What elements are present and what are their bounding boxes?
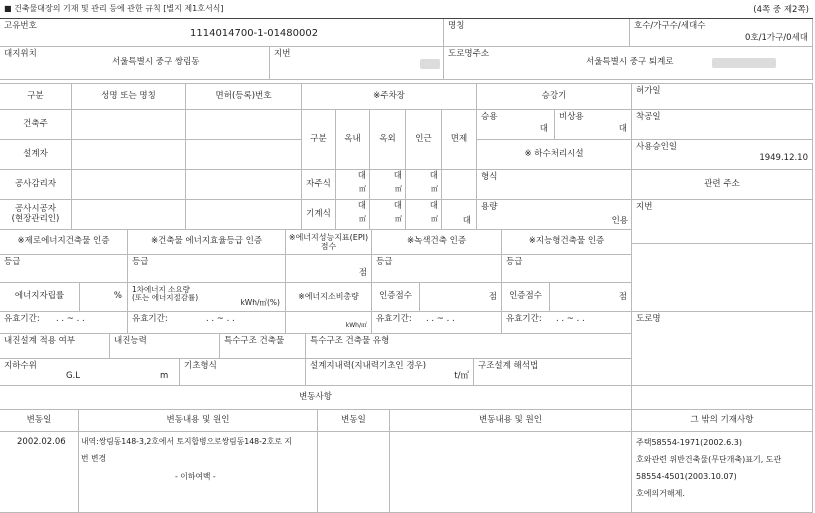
permit-start-label: 착공일 — [636, 112, 661, 122]
cert-period-dots: . . ~ . . — [426, 314, 455, 324]
parking-col-indoor: 옥내 — [344, 133, 361, 144]
owner-license — [186, 110, 302, 140]
building-register-sheet — [0, 18, 813, 512]
form-header — [0, 0, 815, 18]
parking-unit-sqm: ㎡ — [431, 215, 438, 223]
change-entry-content-2 — [390, 432, 632, 513]
elevator-passenger — [477, 110, 555, 140]
parking-unit-sqm: ㎡ — [431, 185, 438, 193]
parking-col-outdoor: 옥외 — [379, 133, 396, 144]
parking-row-self: 자주식 — [306, 178, 331, 189]
page-indicator: (4쪽 중 제2쪽) — [753, 5, 809, 15]
changes-col-other — [632, 410, 813, 432]
changes-title — [0, 386, 632, 410]
cert-grade: 등급 — [132, 257, 149, 267]
lot-label: 지번 — [274, 49, 291, 59]
zero-validity — [0, 312, 128, 334]
changes-entry-date: 2002.02.06 — [17, 437, 66, 447]
changes-col-date-2 — [318, 410, 390, 432]
elevator-title — [477, 84, 632, 110]
parking-unit-dae: 대 — [357, 171, 366, 181]
form-title: ■ 건축물대장의 기재 및 관리 등에 관한 규칙 [별지 제1호서식] — [4, 4, 224, 13]
people-rows-3: 공사시공자 (현장관리인) — [11, 203, 60, 224]
eff-validity — [128, 312, 286, 334]
parking-unit-dae: 대 — [393, 171, 402, 181]
cert-green: ※녹색건축 인증 — [406, 236, 467, 247]
changes-col-content: 변동내용 및 원인 — [166, 414, 230, 425]
people-col-license: 면허(등록)번호 — [215, 90, 272, 101]
structure-seismic-applied: 내진설계 적용 여부 — [4, 336, 76, 346]
contractor-license — [186, 200, 302, 230]
structural-analysis — [474, 359, 632, 386]
elevator-title: 승강기 — [541, 90, 567, 101]
groundwater-level — [0, 359, 180, 386]
green-score-label — [372, 283, 420, 312]
self-outdoor — [370, 170, 406, 200]
cert-period-dots: . . ~ . . — [556, 314, 585, 324]
road-address-redacted — [712, 58, 776, 68]
sewage-capacity — [477, 200, 632, 230]
parking-title: ※주차장 — [373, 90, 405, 101]
parking-row-mech — [302, 200, 336, 230]
energy-efficiency-title — [128, 230, 286, 255]
supervisor-name — [72, 170, 186, 200]
parking-unit-sqm: ㎡ — [359, 215, 366, 223]
site-cell — [0, 47, 270, 80]
change-entry-date-2 — [318, 432, 390, 513]
structure-design-bearing: 설계지내력(지내력기초인 경우) — [310, 361, 427, 371]
changes-other-line3: 58554-4501(2003.10.07) — [636, 472, 737, 481]
structure-tm2: t/㎡ — [454, 371, 469, 381]
green-score-value — [420, 283, 502, 312]
sewage-type — [477, 170, 632, 200]
cert-epi: ※에너지성능지표(EPI) 점수 — [288, 232, 369, 251]
cert-point: 점 — [488, 292, 497, 302]
elevator-emergency: 비상용 — [559, 112, 584, 122]
parking-unit-dae: 대 — [429, 201, 438, 211]
cert-road-name: 도로명 — [636, 314, 661, 324]
cert-energy-eff: ※건축물 에너지효율등급 인증 — [150, 236, 263, 247]
unique-number-label: 고유번호 — [4, 21, 37, 31]
epi-consumption-value — [286, 312, 372, 334]
primary-energy — [128, 283, 286, 312]
zero-energy-title — [0, 230, 128, 255]
elevator-unit: 대 — [539, 124, 548, 134]
row-designer — [0, 140, 72, 170]
cert-zero-energy: ※제로에너지건축물 인증 — [17, 236, 110, 247]
people-col-name: 성명 또는 명칭 — [101, 90, 156, 101]
eff-grade — [128, 255, 286, 283]
elevator-type: 형식 — [481, 172, 498, 182]
designer-license — [186, 140, 302, 170]
sewage-title — [477, 140, 632, 170]
designer-name — [72, 140, 186, 170]
mech-indoor — [336, 200, 370, 230]
structure-meter: m — [160, 371, 169, 381]
parking-unit-dae: 대 — [357, 201, 366, 211]
green-validity — [372, 312, 502, 334]
name-label: 명칭 — [448, 21, 465, 31]
people-col-license — [186, 84, 302, 110]
structure-seismic-capacity: 내진능력 — [114, 336, 147, 346]
cert-kwh-small: kWh/㎡ — [345, 322, 367, 329]
row-supervisor — [0, 170, 72, 200]
parking-unit-dae: 대 — [462, 216, 471, 226]
cert-percent: % — [113, 291, 122, 301]
self-ratio-label — [0, 283, 80, 312]
epi-title — [286, 230, 372, 255]
parking-col-exempt: 면제 — [450, 133, 468, 144]
changes-col-date: 변동일 — [341, 414, 366, 425]
structure-foundation: 기초형식 — [184, 361, 217, 371]
cert-smart: ※지능형건축물 인증 — [528, 236, 605, 247]
unique-number-value: 1114014700-1-01480002 — [190, 28, 319, 39]
cert-valid-period: 유효기간: — [132, 314, 168, 324]
parking-row-self — [302, 170, 336, 200]
row-owner — [0, 110, 72, 140]
cert-period-dots: . . ~ . . — [206, 314, 235, 324]
permit-lot-label: 지번 — [636, 202, 653, 212]
mech-outdoor — [370, 200, 406, 230]
foundation-type — [180, 359, 306, 386]
changes-col-date: 변동일 — [26, 414, 52, 425]
self-exempt — [442, 170, 477, 200]
approval-date-cell — [632, 140, 813, 170]
structure-gl: G.L — [66, 371, 81, 381]
people-rows-1: 설계자 — [23, 148, 48, 159]
self-ratio-value — [80, 283, 128, 312]
change-entry-date — [0, 432, 79, 513]
cert-valid-period: 유효기간: — [376, 314, 412, 324]
parking-row-mech: 기계식 — [306, 208, 331, 219]
road-address-cell — [444, 47, 813, 80]
supervisor-license — [186, 170, 302, 200]
site-label: 대지위치 — [4, 49, 37, 59]
zero-grade — [0, 255, 128, 283]
permit-approval-label: 사용승인일 — [636, 142, 678, 152]
changes-other-line4: 호에의거해제. — [636, 489, 685, 498]
people-col-name — [72, 84, 186, 110]
lot-cell — [270, 47, 444, 80]
units-value: 0호/1가구/0세대 — [744, 33, 808, 43]
cert-grade: 등급 — [376, 257, 393, 267]
permit-related-label: 관련 주소 — [704, 178, 740, 189]
changes-col-content-2 — [390, 410, 632, 432]
cert-valid-period: 유효기간: — [506, 314, 542, 324]
green-title — [372, 230, 502, 255]
smart-validity — [502, 312, 632, 334]
elevator-capacity-unit: 인용 — [611, 216, 628, 226]
people-col-type: 구분 — [27, 90, 44, 101]
changes-other-line2: 호와관련 위반건축물(무단개축)표기, 도관 — [636, 455, 782, 464]
changes-col-content — [79, 410, 318, 432]
other-notes — [632, 432, 813, 513]
road-name-cell — [632, 312, 813, 386]
change-entry-content — [79, 432, 318, 513]
smart-title — [502, 230, 632, 255]
special-structure — [220, 334, 306, 359]
units-label: 호수/가구수/세대수 — [634, 21, 706, 31]
start-date-cell — [632, 110, 813, 140]
parking-col-indoor — [336, 110, 370, 170]
changes-col-content: 변동내용 및 원인 — [479, 414, 542, 425]
parking-col-nearby — [406, 110, 442, 170]
seismic-applied — [0, 334, 110, 359]
structure-analysis: 구조설계 해석법 — [478, 361, 539, 371]
name-cell — [444, 19, 630, 47]
parking-unit-sqm: ㎡ — [395, 185, 402, 193]
self-indoor — [336, 170, 370, 200]
parking-col-outdoor — [370, 110, 406, 170]
parking-unit-dae: 대 — [393, 201, 402, 211]
changes-col-other: 그 밖의 기재사항 — [690, 414, 754, 425]
special-structure-type — [306, 334, 632, 359]
cert-cert-score: 인증점수 — [379, 291, 412, 302]
mech-nearby — [406, 200, 442, 230]
smart-grade — [502, 255, 632, 283]
epi-score — [286, 255, 372, 283]
related-lot-cell — [632, 200, 813, 244]
cert-energy-consumption: ※에너지소비총량 — [298, 292, 359, 302]
parking-unit-sqm: ㎡ — [395, 215, 402, 223]
changes-col-date — [0, 410, 79, 432]
elevator-unit: 대 — [618, 124, 627, 134]
unique-number-cell — [0, 19, 444, 47]
cert-grade: 등급 — [4, 257, 21, 267]
cert-self-ratio: 에너지자립률 — [14, 291, 65, 302]
people-col-type — [0, 84, 72, 110]
permit-date-label: 허가일 — [636, 86, 661, 96]
elevator-sewage: ※ 하수처리시설 — [524, 148, 584, 159]
design-bearing — [306, 359, 474, 386]
cert-primary-energy: 1차에너지 소요량 (또는 에너지절감률) — [132, 285, 199, 302]
parking-col-exempt — [442, 110, 477, 170]
cert-valid-period: 유효기간: — [4, 314, 40, 324]
cert-kwh-unit: kWh/㎡(%) — [240, 298, 280, 307]
road-address-label: 도로명주소 — [448, 49, 490, 59]
smart-score-value — [550, 283, 632, 312]
site-value: 서울특별시 중구 쌍림동 — [112, 57, 200, 67]
smart-score-label — [502, 283, 550, 312]
lot-value-redacted — [420, 59, 440, 69]
elevator-capacity: 용량 — [481, 202, 498, 212]
cert-point: 점 — [358, 268, 367, 278]
parking-unit-dae: 대 — [429, 171, 438, 181]
people-rows-0: 건축주 — [23, 118, 48, 129]
structure-underground-level: 지하수위 — [4, 361, 37, 371]
changes-title-blank — [632, 386, 813, 410]
units-cell — [630, 19, 813, 47]
changes-title: 변동사항 — [299, 391, 332, 402]
green-grade — [372, 255, 502, 283]
related-lot-extra — [632, 244, 813, 312]
parking-col-nearby: 인근 — [415, 133, 432, 144]
changes-other-line1: 주택58554-1971(2002.6.3) — [636, 438, 743, 447]
energy-consumption — [286, 283, 372, 312]
parking-unit-sqm: ㎡ — [359, 185, 366, 193]
elevator-emergency — [555, 110, 632, 140]
changes-entry-line2: 번 변경 — [81, 454, 107, 463]
parking-col-type — [302, 110, 336, 170]
mech-exempt — [442, 200, 477, 230]
row-contractor — [0, 200, 72, 230]
people-rows-2: 공사감리자 — [14, 178, 57, 189]
self-nearby — [406, 170, 442, 200]
structure-special-structure: 특수구조 건축물 — [224, 336, 285, 346]
permit-date-cell — [632, 84, 813, 110]
contractor-name — [72, 200, 186, 230]
structure-special-type: 특수구조 건축물 유형 — [310, 336, 390, 346]
road-address-value: 서울특별시 중구 퇴계로 — [586, 57, 674, 67]
approval-date-value: 1949.12.10 — [759, 153, 808, 163]
changes-entry-blank: - 이하여백 - — [175, 472, 216, 481]
changes-entry-line1: 내역:쌍림동148-3,2호에서 토지합병으로쌍림동148-2호로 지 — [81, 437, 292, 446]
elevator-passenger: 승용 — [481, 112, 498, 122]
cert-period-dots: . . ~ . . — [56, 314, 85, 324]
cert-grade: 등급 — [506, 257, 523, 267]
cert-point: 점 — [618, 292, 627, 302]
parking-title — [302, 84, 477, 110]
seismic-capacity — [110, 334, 220, 359]
cert-cert-score: 인증점수 — [509, 291, 542, 302]
related-address-title — [632, 170, 813, 200]
owner-name — [72, 110, 186, 140]
parking-col-type: 구분 — [310, 133, 327, 144]
